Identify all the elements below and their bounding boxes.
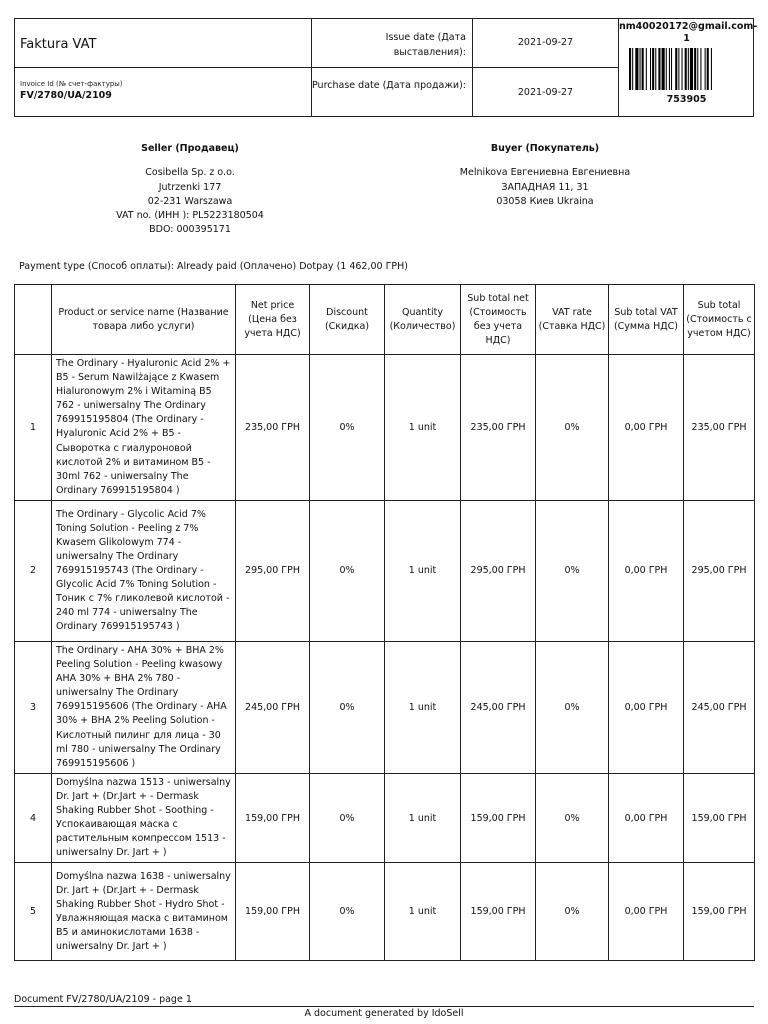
row-number: 2 (15, 500, 52, 641)
discount: 0% (310, 355, 385, 501)
document-title: Faktura VAT (15, 19, 312, 68)
seller-line: VAT no. (ИНН ): PL5223180504 (116, 210, 264, 222)
net-price: 245,00 ГРН (236, 641, 310, 773)
net-price: 235,00 ГРН (236, 355, 310, 501)
vat-rate: 0% (536, 641, 609, 773)
footer-document-id: Document FV/2780/UA/2109 - page 1 (14, 994, 192, 1005)
vat-rate: 0% (536, 500, 609, 641)
subtotal-net: 295,00 ГРН (461, 500, 536, 641)
quantity: 1 unit (385, 773, 461, 863)
row-number: 3 (15, 641, 52, 773)
product-name: The Ordinary - Glycolic Acid 7% Toning Solution - Peeling z 7% Kwasem Glikolowym 774 - uniwersalny The Ordinary 769915195743 (The Ordinary - Glycolic Acid 7% Toning Solution - Тоник с 7% гликолевой кислотой - 240 ml 774 - uniwersalny The Ordinary 769915195743 ) (52, 500, 236, 641)
buyer-line: Melnikova Евгениевна Евгениевна (459, 167, 631, 179)
purchase-date: 2021-09-27 (473, 68, 619, 117)
subtotal-vat: 0,00 ГРН (609, 863, 684, 961)
table-row (15, 355, 755, 501)
subtotal: 295,00 ГРН (684, 500, 755, 641)
product-name: The Ordinary - Hyaluronic Acid 2% + B5 - Serum Nawilżające z Kwasem Hialuronowym 2% i Witaminą B5 762 - uniwersalny The Ordinary 769915195804 (The Ordinary - Hyaluronic Acid 2% + B5 - Сыворотка с гиалуроновой кислотой 2% и витамином B5 - 30ml 762 - uniwersalny The Ordinary 769915195804 ) (52, 355, 236, 501)
buyer-line: ЗАПАДНАЯ 11, 31 (501, 181, 589, 193)
col-header-quantity: Quantity (Количество) (385, 285, 461, 355)
items-table (14, 284, 755, 961)
vat-rate: 0% (536, 355, 609, 501)
buyer-block (370, 142, 720, 209)
buyer-line: 03058 Киев Ukraina (496, 195, 594, 207)
footer-generated-by: A document generated by IdoSell (304, 1008, 464, 1019)
invoice-id-label: Invoice Id (№ счет-фактуры) (20, 80, 123, 88)
col-header-vat-rate: VAT rate (Ставка НДС) (536, 285, 609, 355)
subtotal-net: 245,00 ГРН (461, 641, 536, 773)
barcode-number: 753905 (666, 94, 707, 105)
col-header-subtotal-vat: Sub total VAT (Сумма НДС) (609, 285, 684, 355)
seller-title: Seller (Продавец) (141, 143, 239, 154)
invoice-id: FV/2780/UA/2109 (20, 90, 112, 101)
quantity: 1 unit (385, 355, 461, 501)
row-number: 5 (15, 863, 52, 961)
row-number: 1 (15, 355, 52, 501)
col-header-subtotal-net: Sub total net (Стоимость без учета НДС) (461, 285, 536, 355)
col-header-product: Product or service name (Название товара либо услуги) (52, 285, 236, 355)
discount: 0% (310, 500, 385, 641)
footer-divider (14, 1006, 754, 1007)
issue-date: 2021-09-27 (473, 19, 619, 68)
row-number: 4 (15, 773, 52, 863)
subtotal-vat: 0,00 ГРН (609, 500, 684, 641)
subtotal-vat: 0,00 ГРН (609, 773, 684, 863)
subtotal: 159,00 ГРН (684, 773, 755, 863)
subtotal-vat: 0,00 ГРН (609, 641, 684, 773)
table-row (15, 641, 755, 773)
discount: 0% (310, 641, 385, 773)
seller-line: BDO: 000395171 (149, 224, 231, 236)
product-name: Domyślna nazwa 1638 - uniwersalny Dr. Jart + (Dr.Jart + - Dermask Shaking Rubber Shot - Hydro Shot - Увлажняющая маска с витамином B5 и аминокислотами 1638 - uniwersalny Dr. Jart + ) (52, 863, 236, 961)
seller-line: 02-231 Warszawa (147, 195, 233, 207)
table-row (15, 863, 755, 961)
table-header-row (15, 285, 755, 355)
net-price: 159,00 ГРН (236, 773, 310, 863)
invoice-id-cell (15, 68, 312, 117)
net-price: 159,00 ГРН (236, 863, 310, 961)
col-header-net-price: Net price (Цена без учета НДС) (236, 285, 310, 355)
seller-block (15, 142, 365, 238)
vat-rate: 0% (536, 773, 609, 863)
subtotal: 245,00 ГРН (684, 641, 755, 773)
col-header-no (15, 285, 52, 355)
subtotal-net: 159,00 ГРН (461, 863, 536, 961)
subtotal: 159,00 ГРН (684, 863, 755, 961)
table-row (15, 500, 755, 641)
net-price: 295,00 ГРН (236, 500, 310, 641)
buyer-title: Buyer (Покупатель) (490, 143, 600, 154)
subtotal-net: 235,00 ГРН (461, 355, 536, 501)
customer-email: nm40020172@gmail.com-1 (619, 21, 758, 44)
seller-line: Cosibella Sp. z o.o. (145, 167, 235, 179)
col-header-subtotal: Sub total (Стоимость с учетом НДС) (684, 285, 755, 355)
subtotal: 235,00 ГРН (684, 355, 755, 501)
issue-date-label: Issue date (Дата выставления): (312, 19, 473, 68)
discount: 0% (310, 773, 385, 863)
col-header-discount: Discount (Скидка) (310, 285, 385, 355)
product-name: The Ordinary - AHA 30% + BHA 2% Peeling Solution - Peeling kwasowy AHA 30% + BHA 2% 780 - uniwersalny The Ordinary 769915195606 (The Ordinary - AHA 30% + BHA 2% Peeling Solution - Кислотный пилинг для лица - 30 ml 780 - uniwersalny The Ordinary 769915195606 ) (52, 641, 236, 773)
quantity: 1 unit (385, 641, 461, 773)
barcode-cell (619, 19, 758, 117)
seller-line: Jutrzenki 177 (158, 181, 222, 193)
invoice-header (14, 18, 758, 117)
discount: 0% (310, 863, 385, 961)
quantity: 1 unit (385, 863, 461, 961)
quantity: 1 unit (385, 500, 461, 641)
purchase-date-label: Purchase date (Дата продажи): (312, 68, 473, 117)
payment-type: Payment type (Способ оплаты): Already paid (Оплачено) Dotpay (1 462,00 ГРН) (19, 261, 408, 272)
subtotal-vat: 0,00 ГРН (609, 355, 684, 501)
barcode-icon (628, 48, 746, 90)
table-row (15, 773, 755, 863)
vat-rate: 0% (536, 863, 609, 961)
product-name: Domyślna nazwa 1513 - uniwersalny Dr. Jart + (Dr.Jart + - Dermask Shaking Rubber Shot - Soothing - Успокаивающая маска с растительным компрессом 1513 - uniwersalny Dr. Jart + ) (52, 773, 236, 863)
subtotal-net: 159,00 ГРН (461, 773, 536, 863)
